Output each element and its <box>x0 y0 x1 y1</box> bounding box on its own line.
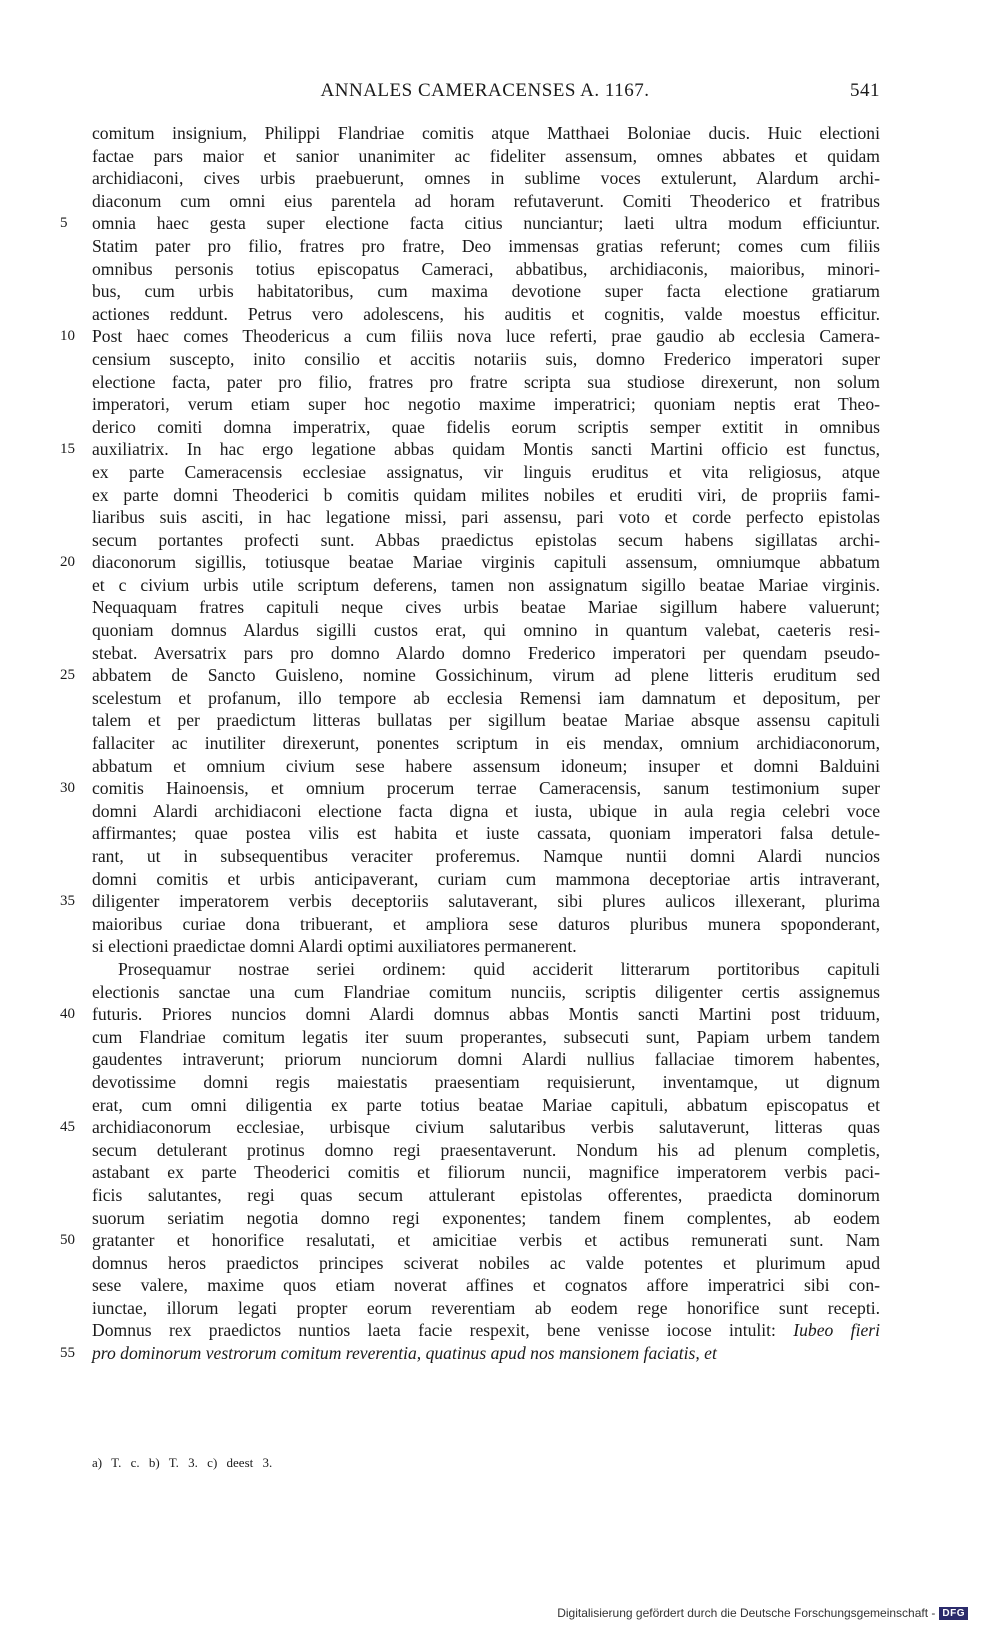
line-text: electione facta, pater pro filio, fratres pro fratre scripta sua studiose direxerunt, non solum <box>92 371 880 392</box>
line-text: omnibus personis totius episcopatus Cameraci, abbatibus, archidiaconis, maioribus, minori- <box>92 258 880 279</box>
text-line <box>92 913 880 936</box>
body-text <box>60 122 880 1365</box>
line-text: Post haec comes Theodericus a cum filiis nova luce referti, prae gaudio ab ecclesia Camera- <box>92 326 880 347</box>
text-line <box>92 642 880 665</box>
line-text: maioribus curiae dona tribuerant, et ampliora sese daturos pluribus munera spoponderant, <box>92 913 880 934</box>
line-text: Domnus rex praedictos nuntios laeta facie respexit, bene venisse iocose intulit: <box>92 1320 794 1341</box>
text-line <box>92 981 880 1004</box>
line-text: gaudentes intraverunt; priorum nunciorum domni Alardi nullius fallaciae timorem habentes, <box>92 1049 880 1070</box>
line-text: censium suscepto, inito consilio et accitis notariis suis, domno Frederico imperatori super <box>92 348 880 369</box>
line-text: sese valere, maxime quos etiam noverat affines et cognatos affore imperatrici sibi con- <box>92 1275 880 1296</box>
line-text: Prosequamur nostrae seriei ordinem: quid acciderit litterarum portitoribus capituli <box>118 958 880 979</box>
text-line <box>92 484 880 507</box>
line-text: bus, cum urbis habitatoribus, cum maxima devotione super facta electione gratiarum <box>92 281 880 302</box>
text-line <box>92 280 880 303</box>
text-line <box>60 777 880 800</box>
line-number: 30 <box>60 780 75 797</box>
line-text: affirmantes; quae postea vilis est habita et iuste cassata, quoniam imperatori falsa detule- <box>92 823 880 844</box>
text-line <box>92 755 880 778</box>
line-text: domni Alardi archidiaconi electione facta digna et iusta, ubique in aula regia celebri voce <box>92 800 880 821</box>
text-line <box>92 190 880 213</box>
line-text: ex parte domni Theoderici b comitis quidam milites nobiles et eruditi viri, de propriis fami- <box>92 484 880 505</box>
line-text: factae pars maior et sanior unanimiter ac fideliter assensum, omnes abbates et quidam <box>92 145 880 166</box>
text-line <box>92 1319 880 1342</box>
text-line <box>60 1116 880 1139</box>
text-line <box>92 1094 880 1117</box>
text-line <box>60 438 880 461</box>
text-line <box>92 1297 880 1320</box>
line-italic-text: pro dominorum vestrorum comitum reverentia, quatinus apud nos mansionem faciatis, et <box>92 1343 717 1364</box>
text-line <box>60 212 880 235</box>
line-text: auxiliatrix. In hac ergo legatione abbas quidam Montis sancti Martini officio est functus, <box>92 439 880 460</box>
text-line <box>92 145 880 168</box>
text-line <box>92 596 880 619</box>
line-text: iunctae, illorum legati propter eorum reverentiam ab eodem rege honorifice sunt recepti. <box>92 1297 880 1318</box>
text-line <box>60 890 880 913</box>
text-line <box>92 1139 880 1162</box>
text-line <box>92 732 880 755</box>
line-number: 45 <box>60 1119 75 1136</box>
line-text: futuris. Priores nuncios domni Alardi domnus abbas Montis sancti Martini post triduum, <box>92 1004 880 1025</box>
line-text: archidiaconi, cives urbis praebuerunt, omnes in sublime voces extulerunt, Alardum archi- <box>92 168 880 189</box>
running-header <box>90 80 880 104</box>
text-line <box>92 1048 880 1071</box>
line-number: 5 <box>60 215 68 232</box>
line-number: 10 <box>60 328 75 345</box>
footer-text: Digitalisierung gefördert durch die Deutsche Forschungsgemeinschaft - <box>557 1606 936 1620</box>
text-line <box>92 1184 880 1207</box>
text-line <box>92 303 880 326</box>
text-line <box>92 1274 880 1297</box>
text-line <box>92 958 880 981</box>
text-line <box>92 935 880 958</box>
text-line <box>92 822 880 845</box>
text-line <box>60 1229 880 1252</box>
text-line <box>92 529 880 552</box>
line-text: astabant ex parte Theoderici comitis et filiorum nuncii, magnifice imperatorem verbis paci- <box>92 1162 880 1183</box>
line-text: liaribus suis asciti, in hac legatione missi, pari assensu, pari voto et corde perfecto epistolas <box>92 507 880 528</box>
text-line <box>92 1252 880 1275</box>
line-text: et c civium urbis utile scriptum deferens, tamen non assignatum sigillo beatae Mariae virginis. <box>92 574 880 595</box>
text-line <box>92 574 880 597</box>
text-line <box>60 1003 880 1026</box>
line-text: diaconorum sigillis, totiusque beatae Mariae virginis capituli assensum, omniumque abbatum <box>92 552 880 573</box>
text-line <box>92 416 880 439</box>
line-text: ficis salutantes, regi quas secum attulerant epistolas offerentes, praedicta dominorum <box>92 1184 880 1205</box>
line-number: 25 <box>60 667 75 684</box>
line-number: 55 <box>60 1345 75 1362</box>
text-line <box>92 619 880 642</box>
line-number: 50 <box>60 1232 75 1249</box>
page-number: 541 <box>850 80 880 101</box>
line-text: derico comiti domna imperatrix, quae fidelis eorum scriptis semper extitit in omnibus <box>92 416 880 437</box>
line-text: Nequaquam fratres capituli neque cives urbis beatae Mariae sigillum habere valuerunt; <box>92 597 880 618</box>
text-line <box>60 551 880 574</box>
line-text: rant, ut in subsequentibus veraciter proferemus. Namque nuntii domni Alardi nuncios <box>92 846 880 866</box>
text-line <box>92 393 880 416</box>
text-line <box>60 325 880 348</box>
footnotes: a) T. c. b) T. 3. c) deest 3. <box>92 1455 273 1470</box>
text-line <box>92 461 880 484</box>
line-text: talem et per praedictum litteras bullatas per sigillum beatae Mariae absque assensu capituli <box>92 710 880 731</box>
dfg-logo: DFG <box>939 1607 968 1620</box>
line-text: imperatori, verum etiam super hoc negotio maxime imperatrici; quoniam neptis erat Theo- <box>92 394 880 415</box>
line-text: domni comitis et urbis anticipaverant, curiam cum mammona deceptoriae artis intraverant, <box>92 868 880 889</box>
text-line <box>92 258 880 281</box>
text-line <box>92 800 880 823</box>
text-line <box>60 1342 880 1365</box>
line-text: si electioni praedictae domni Alardi optimi auxiliatores permanerent. <box>92 936 577 957</box>
line-text: abbatum et omnium civium sese habere assensum idoneum; insuper et domni Balduini <box>92 755 880 776</box>
line-text: suorum seriatim negotia domno regi exponentes; tandem finem complentes, ab eodem <box>92 1207 880 1228</box>
line-text: electionis sanctae una cum Flandriae comitum nunciis, scriptis diligenter certis assignemus <box>92 981 880 1002</box>
line-text: archidiaconorum ecclesiae, urbisque civium salutaribus verbis salutaverunt, litteras quas <box>92 1117 880 1138</box>
text-line <box>92 167 880 190</box>
text-line <box>92 687 880 710</box>
text-line <box>92 506 880 529</box>
line-text: stebat. Aversatrix pars pro domno Alardo domno Frederico imperatori per quendam pseudo- <box>92 642 880 663</box>
line-text: ex parte Cameracensis ecclesiae assignatus, vir linguis eruditus et vita religiosus, atque <box>92 461 880 482</box>
text-line <box>92 1161 880 1184</box>
line-text: secum detulerant protinus domno regi praesentaverunt. Nondum his ad plenum completis, <box>92 1139 880 1160</box>
line-text: scelestum et profanum, illo tempore ab ecclesia Remensi iam damnatum et depositum, per <box>92 687 880 708</box>
text-line <box>92 371 880 394</box>
line-text: devotissime domni regis maiestatis praesentiam requisierunt, inventamque, ut dignum <box>92 1071 880 1092</box>
line-text: actiones reddunt. Petrus vero adolescens, his auditis et cognitis, valde moestus efficitur. <box>92 303 880 324</box>
line-text: omnia haec gesta super electione facta citius nunciantur; laeti ultra modum efficiuntur. <box>92 213 880 234</box>
header-title: ANNALES CAMERACENSES A. 1167. <box>320 80 650 101</box>
text-line <box>92 235 880 258</box>
line-number: 15 <box>60 441 75 458</box>
text-line <box>92 845 880 868</box>
line-text: cum Flandriae comitum legatis iter suum properantes, subsecuti sunt, Papiam urbem tandem <box>92 1026 880 1047</box>
text-line <box>92 709 880 732</box>
line-text: Statim pater pro filio, fratres pro fratre, Deo immensas gratias referunt; comes cum filiis <box>92 235 880 256</box>
text-line <box>92 122 880 145</box>
line-text: quoniam domnus Alardus sigilli custos erat, qui omnino in quantum valebat, caeteris resi- <box>92 620 880 641</box>
line-text: comitum insignium, Philippi Flandriae comitis atque Matthaei Boloniae ducis. Huic electioni <box>92 123 880 143</box>
line-text: erat, cum omni diligentia ex parte totius beatae Mariae capituli, abbatum episcopatus et <box>92 1094 880 1115</box>
footer <box>557 1606 968 1620</box>
text-line <box>92 348 880 371</box>
line-number: 20 <box>60 554 75 571</box>
line-text: gratanter et honorifice resalutati, et amicitiae verbis et actibus remunerati sunt. Nam <box>92 1230 880 1251</box>
line-number: 40 <box>60 1006 75 1023</box>
line-text: fallaciter ac inutiliter direxerunt, ponentes scriptum in eis mendax, omnium archidiaconorum, <box>92 733 880 754</box>
text-line <box>92 1026 880 1049</box>
line-text: secum portantes profecti sunt. Abbas praedictus epistolas secum habens sigillatas archi- <box>92 529 880 550</box>
line-italic-text: Iubeo fieri <box>793 1320 880 1341</box>
line-text: comitis Hainoensis, et omnium procerum terrae Cameracensis, sanum testimonium super <box>92 778 880 799</box>
line-text: diligenter imperatorem verbis deceptoriis salutaverant, sibi plures aulicos illexerant, plurima <box>92 891 880 912</box>
text-line <box>92 1071 880 1094</box>
text-line <box>92 1207 880 1230</box>
text-line <box>60 664 880 687</box>
line-text: abbatem de Sancto Guisleno, nomine Gossichinum, virum ad plene litteris eruditum sed <box>92 665 880 686</box>
line-text: diaconum cum omni eius parentela ad horam refutaverunt. Comiti Theoderico et fratribus <box>92 190 880 211</box>
line-number: 35 <box>60 893 75 910</box>
line-text: domnus heros praedictos principes sciverat nobiles ac valde potentes et plurimum apud <box>92 1252 880 1273</box>
text-line <box>92 868 880 891</box>
